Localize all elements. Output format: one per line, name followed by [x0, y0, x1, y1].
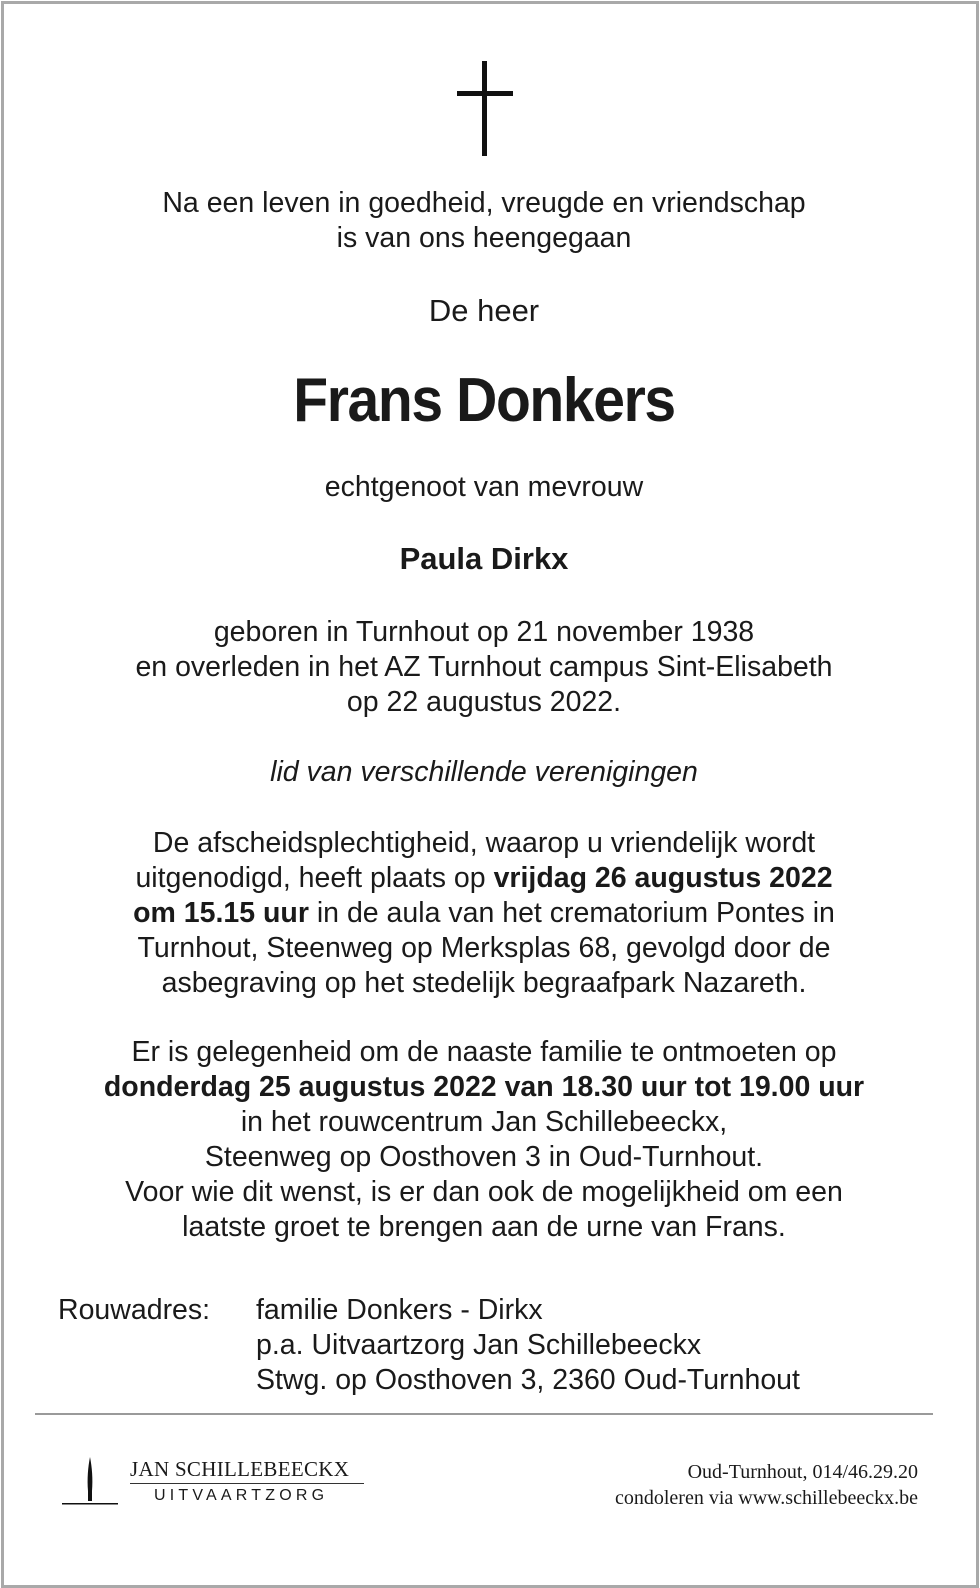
visitation-datetime: donderdag 25 augustus 2022 van 18.30 uur tot 19.00 uur	[103, 1071, 865, 1103]
visitation-line-4: Steenweg op Oosthoven 3 in Oud-Turnhout.	[204, 1141, 764, 1173]
brand-name: JAN SCHILLEBEECKX	[130, 1457, 350, 1481]
intro-line-2: is van ons heengegaan	[336, 222, 632, 254]
contact-info	[615, 1459, 918, 1511]
membership-text: lid van verschillende verenigingen	[270, 756, 698, 788]
brand-rule	[130, 1483, 364, 1484]
contact-website[interactable]: condoleren via www.schillebeeckx.be	[614, 1487, 918, 1509]
cross-icon	[457, 61, 513, 156]
deceased-name: Frans Donkers	[293, 366, 675, 435]
life-line-1: geboren in Turnhout op 21 november 1938	[213, 616, 755, 648]
ceremony-line-1: De afscheidsplechtigheid, waarop u vriendelijk wordt	[152, 827, 816, 859]
salutation: De heer	[428, 293, 540, 328]
ceremony-line-2	[0, 861, 968, 896]
footer-divider	[35, 1413, 933, 1415]
address-line-3: Stwg. op Oosthoven 3, 2360 Oud-Turnhout	[256, 1364, 800, 1396]
funeral-home-logo	[62, 1455, 382, 1511]
intro-line-1: Na een leven in goedheid, vreugde en vriendschap	[162, 187, 806, 219]
address-label: Rouwadres:	[58, 1294, 211, 1326]
spouse-name: Paula Dirkx	[399, 541, 569, 576]
brand-subtitle: UITVAARTZORG	[154, 1487, 329, 1504]
visitation-line-5: Voor wie dit wenst, is er dan ook de mogelijkheid om een	[125, 1176, 843, 1208]
visitation-line-2	[0, 1070, 968, 1105]
ceremony-line-2-text: uitgenodigd, heeft plaats op	[135, 862, 494, 894]
visitation-line-6: laatste groet te brengen aan de urne van Frans.	[182, 1211, 786, 1243]
ceremony-time: om 15.15 uur	[133, 897, 309, 929]
address-lines	[256, 1293, 800, 1398]
ceremony-line-5: asbegraving op het stedelijk begraafpark Nazareth.	[161, 967, 807, 999]
ceremony-line-3	[0, 896, 968, 931]
visitation-line-1: Er is gelegenheid om de naaste familie te ontmoeten op	[131, 1036, 837, 1068]
ceremony-date: vrijdag 26 augustus 2022	[493, 862, 833, 894]
life-line-2: en overleden in het AZ Turnhout campus Sint-Elisabeth	[135, 651, 833, 683]
ceremony-line-4: Turnhout, Steenweg op Merksplas 68, gevolgd door de	[137, 932, 831, 964]
life-line-3: op 22 augustus 2022.	[346, 686, 622, 718]
relation-text: echtgenoot van mevrouw	[324, 471, 644, 503]
cypress-tree-icon	[62, 1455, 118, 1507]
visitation-line-3: in het rouwcentrum Jan Schillebeeckx,	[240, 1106, 728, 1138]
address-line-1: familie Donkers - Dirkx	[256, 1294, 543, 1326]
contact-phone: Oud-Turnhout, 014/46.29.20	[687, 1461, 918, 1483]
address-line-2: p.a. Uitvaartzorg Jan Schillebeeckx	[256, 1329, 702, 1361]
ceremony-line-3-text: in de aula van het crematorium Pontes in	[308, 897, 835, 929]
